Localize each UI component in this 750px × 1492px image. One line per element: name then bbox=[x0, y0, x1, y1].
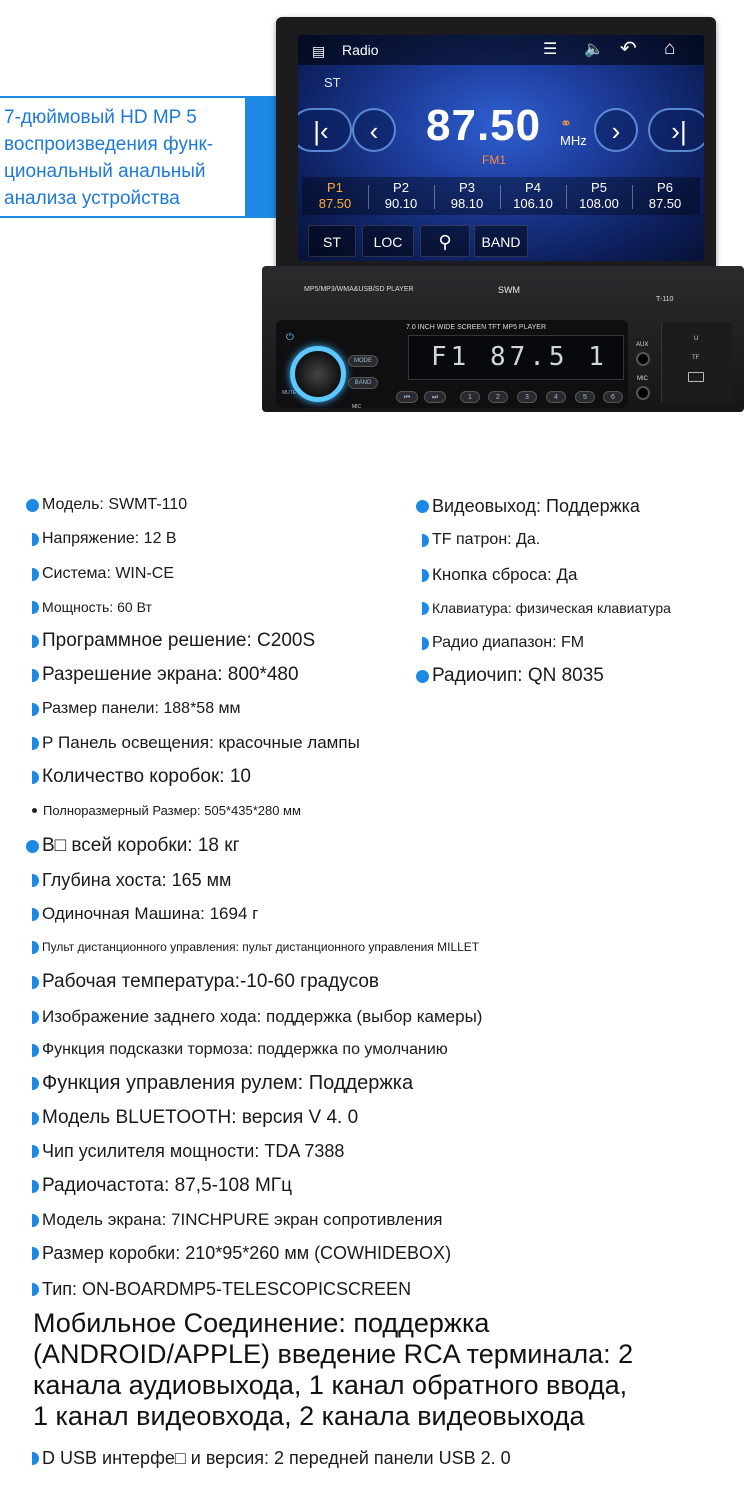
usb-port[interactable] bbox=[688, 372, 704, 382]
skip-back-button[interactable] bbox=[298, 108, 352, 152]
bullet-icon bbox=[422, 534, 429, 547]
format-label: MP5/MP3/WMA&USB/SD PLAYER bbox=[304, 286, 414, 293]
lcd-text: F1 87.5 1 bbox=[431, 342, 608, 372]
spec-item bbox=[26, 766, 251, 788]
spec-item bbox=[26, 1279, 411, 1300]
spec-item bbox=[416, 565, 577, 585]
spec-text: Система: WIN-CE bbox=[42, 565, 174, 582]
spec-item bbox=[416, 665, 604, 687]
aux-jack[interactable] bbox=[636, 352, 650, 366]
bullet-icon bbox=[32, 669, 39, 682]
spec-item bbox=[32, 803, 301, 818]
bullet-icon bbox=[32, 737, 39, 750]
spec-text: Одиночная Машина: 1694 г bbox=[42, 904, 259, 923]
bullet-icon bbox=[26, 840, 39, 853]
preset-name: P1 bbox=[327, 180, 343, 195]
prev-track-button[interactable]: ⏮ bbox=[396, 391, 418, 403]
spec-item bbox=[26, 565, 174, 583]
spec-text: Модель: SWMT-110 bbox=[42, 496, 188, 513]
bullet-icon bbox=[32, 941, 39, 954]
mic-jack-label: MIC bbox=[637, 376, 648, 382]
bullet-icon bbox=[416, 670, 429, 683]
spec-item bbox=[416, 634, 584, 652]
callout-text bbox=[4, 104, 242, 212]
spec-text: Функция управления рулем: Поддержка bbox=[42, 1072, 414, 1094]
spec-item bbox=[416, 531, 540, 549]
bullet-icon bbox=[32, 1180, 39, 1193]
preset-item[interactable] bbox=[434, 177, 500, 215]
preset-frequency: 87.50 bbox=[318, 196, 352, 211]
spec-text: Модель экрана: 7INCHPURE экран сопротивления bbox=[42, 1210, 443, 1229]
loc-button[interactable]: LOC bbox=[362, 225, 414, 257]
faceplate-label: 7.0 INCH WIDE SCREEN TFT MP5 PLAYER bbox=[406, 324, 547, 331]
spec-item bbox=[26, 904, 258, 924]
spec-text: Кнопка сброса: Да bbox=[432, 565, 578, 584]
spec-item bbox=[416, 496, 640, 517]
bullet-icon bbox=[422, 602, 429, 615]
spec-item bbox=[26, 1072, 413, 1095]
mobile-line: 1 канал видеовхода, 2 канала видеовыхода bbox=[33, 1401, 585, 1431]
spec-text: Разрешение экрана: 800*480 bbox=[42, 664, 299, 685]
spec-item bbox=[26, 664, 299, 686]
spec-text: TF патрон: Да. bbox=[432, 531, 541, 548]
bullet-icon bbox=[32, 1011, 39, 1024]
spec-text: Функция подсказки тормоза: поддержка по умолчанию bbox=[42, 1041, 448, 1058]
callout-line: циональный анальный bbox=[4, 161, 206, 182]
volume-icon[interactable]: 🔈 bbox=[584, 41, 604, 58]
preset-name: P5 bbox=[591, 180, 607, 195]
equalizer-icon[interactable]: ☰ bbox=[543, 41, 558, 58]
skip-back-icon: |‹ bbox=[313, 116, 329, 146]
volume-knob[interactable] bbox=[290, 346, 346, 402]
preset-button[interactable]: 6 bbox=[603, 391, 623, 403]
radio-icon: ▤ bbox=[312, 43, 326, 59]
spec-item bbox=[26, 630, 315, 652]
spec-text: Клавиатура: физическая клавиатура bbox=[432, 600, 671, 616]
stereo-indicator: ST bbox=[324, 75, 341, 90]
mobile-connection-block bbox=[33, 1308, 723, 1432]
preset-button[interactable]: 2 bbox=[488, 391, 508, 403]
bullet-icon bbox=[26, 499, 39, 512]
back-icon[interactable]: ↶ bbox=[620, 38, 637, 60]
spec-text: Напряжение: 12 В bbox=[42, 530, 177, 547]
band-button-hw[interactable]: BAND bbox=[348, 377, 378, 389]
screen-top-bar bbox=[298, 35, 704, 65]
skip-forward-button[interactable] bbox=[648, 108, 704, 152]
spec-item bbox=[26, 1041, 448, 1059]
preset-frequency: 98.10 bbox=[450, 196, 484, 211]
bullet-icon bbox=[32, 1077, 39, 1090]
bullet-icon bbox=[32, 1283, 39, 1296]
mobile-line: Мобильное Соединение: поддержка bbox=[33, 1308, 490, 1338]
spec-text: В□ всей коробки: 18 кг bbox=[42, 835, 240, 856]
spec-item bbox=[26, 496, 187, 514]
bullet-icon bbox=[32, 771, 39, 784]
spec-text: Тип: ON-BOARDMP5-TELESCOPICSCREEN bbox=[42, 1279, 412, 1299]
spec-item bbox=[26, 971, 379, 993]
power-icon[interactable]: ⏻ bbox=[286, 332, 294, 343]
feature-callout bbox=[0, 96, 247, 218]
spec-item bbox=[26, 530, 177, 548]
spec-item bbox=[26, 835, 240, 857]
spec-item bbox=[26, 1107, 358, 1129]
prev-icon: ‹ bbox=[369, 116, 379, 146]
bullet-icon bbox=[32, 1452, 39, 1465]
spec-item bbox=[26, 940, 479, 954]
preset-item[interactable] bbox=[302, 177, 368, 215]
bullet-icon bbox=[32, 635, 39, 648]
spec-text: Чип усилителя мощности: TDA 7388 bbox=[42, 1141, 345, 1161]
mobile-line: (ANDROID/APPLE) введение RCA терминала: 2 bbox=[33, 1339, 634, 1369]
spec-text: Полноразмерный Размер: 505*435*280 мм bbox=[43, 803, 301, 818]
spec-text: Мощность: 60 Вт bbox=[42, 599, 152, 615]
mic-label: MIC bbox=[352, 404, 362, 410]
callout-accent-bar bbox=[247, 96, 279, 218]
next-button[interactable] bbox=[594, 108, 638, 152]
preset-item[interactable] bbox=[368, 177, 434, 215]
frequency-unit: MHz bbox=[560, 133, 587, 148]
tf-label: TF bbox=[692, 355, 700, 361]
preset-frequency: 108.00 bbox=[579, 196, 619, 211]
spec-text: D USB интерфе□ и версия: 2 передней панели USB 2. 0 bbox=[42, 1448, 511, 1468]
bullet-icon bbox=[32, 601, 39, 614]
frequency-display: 87.50 bbox=[426, 101, 542, 150]
spec-item bbox=[416, 600, 671, 616]
bullet-icon bbox=[32, 703, 39, 716]
spec-text: Изображение заднего хода: поддержка (выбор камеры) bbox=[42, 1007, 483, 1026]
band-label: FM1 bbox=[482, 153, 506, 167]
preset-frequency: 106.10 bbox=[513, 196, 553, 211]
spec-item bbox=[26, 870, 231, 891]
preset-frequency: 90.10 bbox=[384, 196, 418, 211]
preset-frequency: 87.50 bbox=[648, 196, 682, 211]
spec-item bbox=[26, 1210, 442, 1230]
bullet-icon bbox=[32, 976, 39, 989]
bullet-icon bbox=[32, 568, 39, 581]
search-button[interactable] bbox=[420, 225, 470, 257]
bullet-icon bbox=[32, 808, 37, 813]
preset-bar bbox=[302, 177, 700, 215]
mic-jack[interactable] bbox=[636, 386, 650, 400]
mode-button[interactable]: MODE bbox=[348, 355, 378, 367]
spec-item bbox=[26, 1007, 482, 1027]
spec-text: Размер коробки: 210*95*260 мм (COWHIDEBOX) bbox=[42, 1243, 452, 1263]
spec-item bbox=[26, 700, 241, 718]
preset-button[interactable]: 1 bbox=[460, 391, 480, 403]
mobile-line: канала аудиовыхода, 1 канал обратного ввода, bbox=[33, 1370, 628, 1400]
spec-text: Модель BLUETOOTH: версия V 4. 0 bbox=[42, 1107, 359, 1128]
source-label: Radio bbox=[342, 42, 379, 58]
spec-item bbox=[26, 599, 152, 615]
preset-button[interactable]: 4 bbox=[546, 391, 566, 403]
bullet-icon bbox=[32, 533, 39, 546]
spec-text: Глубина хоста: 165 мм bbox=[42, 870, 232, 890]
bullet-icon bbox=[32, 1145, 39, 1158]
bullet-icon bbox=[32, 1044, 39, 1057]
search-icon: ⚲ bbox=[438, 232, 452, 252]
lcd-display bbox=[408, 335, 624, 380]
preset-name: P3 bbox=[459, 180, 475, 195]
spec-text: Размер панели: 188*58 мм bbox=[42, 700, 241, 717]
brand-label: SWM bbox=[498, 285, 520, 295]
preset-item[interactable] bbox=[500, 177, 566, 215]
callout-line: 7-дюймовый HD MP 5 bbox=[4, 107, 197, 128]
preset-button[interactable]: 5 bbox=[575, 391, 595, 403]
spec-item bbox=[26, 1243, 451, 1264]
preset-button[interactable]: 3 bbox=[517, 391, 537, 403]
preset-name: P4 bbox=[525, 180, 541, 195]
spec-item bbox=[26, 1141, 344, 1162]
bullet-icon bbox=[32, 1112, 39, 1125]
bullet-icon bbox=[32, 908, 39, 921]
spec-text: Количество коробок: 10 bbox=[42, 766, 251, 787]
next-track-button[interactable]: ⏭ bbox=[424, 391, 446, 403]
usb-label: U bbox=[694, 336, 699, 342]
spec-text: Радиочип: QN 8035 bbox=[432, 665, 604, 686]
bullet-icon bbox=[422, 637, 429, 650]
prev-button[interactable] bbox=[352, 108, 396, 152]
spec-text: Р Панель освещения: красочные лампы bbox=[42, 733, 360, 752]
model-label: T-110 bbox=[656, 296, 674, 303]
spec-item bbox=[26, 1175, 292, 1197]
spec-text: Видеовыход: Поддержка bbox=[432, 496, 640, 516]
bullet-icon bbox=[32, 1247, 39, 1260]
band-button[interactable]: BAND bbox=[474, 225, 528, 257]
side-ports-panel bbox=[661, 322, 732, 402]
preset-name: P6 bbox=[657, 180, 673, 195]
stereo-icon: ⚭ bbox=[560, 115, 572, 131]
skip-forward-icon: ›| bbox=[671, 116, 687, 146]
spec-text: Радио диапазон: FM bbox=[432, 634, 585, 651]
bullet-icon bbox=[32, 874, 39, 887]
bullet-icon bbox=[416, 500, 429, 513]
mute-label: MUTE bbox=[282, 390, 297, 396]
home-icon[interactable]: ⌂ bbox=[664, 38, 676, 59]
bullet-icon bbox=[422, 569, 429, 582]
spec-text: Рабочая температура:-10-60 градусов bbox=[42, 971, 379, 992]
radio-screen bbox=[298, 35, 704, 261]
spec-item bbox=[26, 733, 360, 753]
preset-item[interactable] bbox=[566, 177, 632, 215]
bullet-icon bbox=[32, 1214, 39, 1227]
preset-item[interactable] bbox=[632, 177, 698, 215]
spec-text: Радиочастота: 87,5-108 МГц bbox=[42, 1175, 292, 1196]
spec-text: Программное решение: C200S bbox=[42, 630, 316, 651]
callout-line: анализа устройства bbox=[4, 188, 180, 209]
callout-line: воспроизведения функ- bbox=[4, 134, 214, 155]
spec-item bbox=[26, 1448, 511, 1469]
spec-text: Пульт дистанционного управления: пульт дистанционного управления MILLET bbox=[42, 940, 480, 954]
st-button[interactable]: ST bbox=[308, 225, 356, 257]
preset-name: P2 bbox=[393, 180, 409, 195]
next-icon: › bbox=[611, 116, 621, 146]
aux-label: AUX bbox=[636, 342, 649, 348]
product-hero bbox=[0, 0, 750, 430]
